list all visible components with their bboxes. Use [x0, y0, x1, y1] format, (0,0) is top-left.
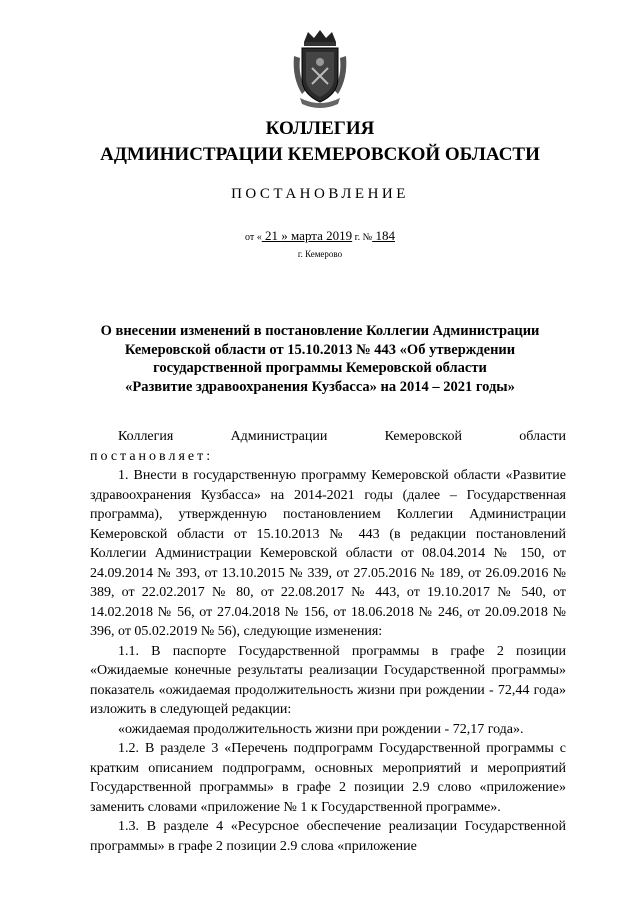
document-number: 184: [372, 228, 395, 243]
paragraph-1: 1. Внести в государственную программу Кемеровской области «Развитие здравоохранения Кузбасса» на 2014-2021 годы (далее – Государственная программа), утвержденную постановлением Коллегии Администрации Кемеровской области от 15.10.2013 № 443 (в редакции постановлений Коллегии Администрации Кемеровской области от 08.04.2014 № 150, от 24.09.2014 № 393, от 13.10.2015 № 339, от 27.05.2016 № 189, от 26.09.2016 № 389, от 22.02.2017 № 80, от 22.08.2017 № 443, от 19.10.2017 № 540, от 14.02.2018 № 56, от 27.04.2018 № 156, от 18.06.2018 № 246, от 20.09.2018 № 396, от 05.02.2019 № 56), следующие изменения:: [90, 468, 566, 639]
date-prefix: от «: [245, 232, 262, 243]
title-line: Кемеровской области от 15.10.2013 № 443 «Об утверждении: [124, 341, 516, 358]
paragraph-1-3: 1.3. В разделе 4 «Ресурсное обеспечение реализации Государственной программы» в графе 2 позиции 2.9 слова «приложение: [90, 819, 566, 854]
document-type: ПОСТАНОВЛЕНИЕ: [231, 186, 409, 202]
organization-subtitle: АДМИНИСТРАЦИИ КЕМЕРОВСКОЙ ОБЛАСТИ: [100, 144, 540, 165]
date-day: 21: [261, 228, 282, 243]
title-line: государственной программы Кемеровской области: [153, 360, 487, 376]
document-body: [90, 427, 566, 856]
date-year-suffix: г.: [352, 232, 363, 243]
number-label: №: [362, 232, 373, 243]
paragraph-1-1-quote: «ожидаемая продолжительность жизни при рождении - 72,17 года».: [118, 721, 524, 737]
intro-line: Коллегия Администрации Кемеровской области: [118, 429, 567, 444]
date-number-line: [0, 228, 640, 244]
date-month-year: » марта 2019: [281, 228, 353, 243]
organization-title: КОЛЛЕГИЯ: [265, 118, 375, 139]
title-line: «Развитие здравоохранения Кузбасса» на 2014 – 2021 годы»: [125, 378, 515, 395]
paragraph-1-2: 1.2. В разделе 3 «Перечень подпрограмм Государственной программы с кратким описанием подпрограмм, основных мероприятий и мероприятий Государственной программы» в графе 2 позиции 2.9 слово «приложение» заменить словами «приложение № 1 к Государственной программе».: [90, 741, 566, 815]
intro-verb: постановляет:: [90, 448, 214, 464]
city-label: г. Кемерово: [297, 249, 343, 259]
document-title: [70, 322, 570, 396]
coat-of-arms-icon: [290, 28, 350, 108]
title-line: О внесении изменений в постановление Коллегии Администрации: [100, 323, 540, 339]
paragraph-1-1: 1.1. В паспорте Государственной программы в графе 2 позиции «Ожидаемые конечные результаты реализации Государственной программы» показатель «ожидаемая продолжительность жизни при рождении - 72,44 года» изложить в следующей редакции:: [90, 643, 566, 717]
